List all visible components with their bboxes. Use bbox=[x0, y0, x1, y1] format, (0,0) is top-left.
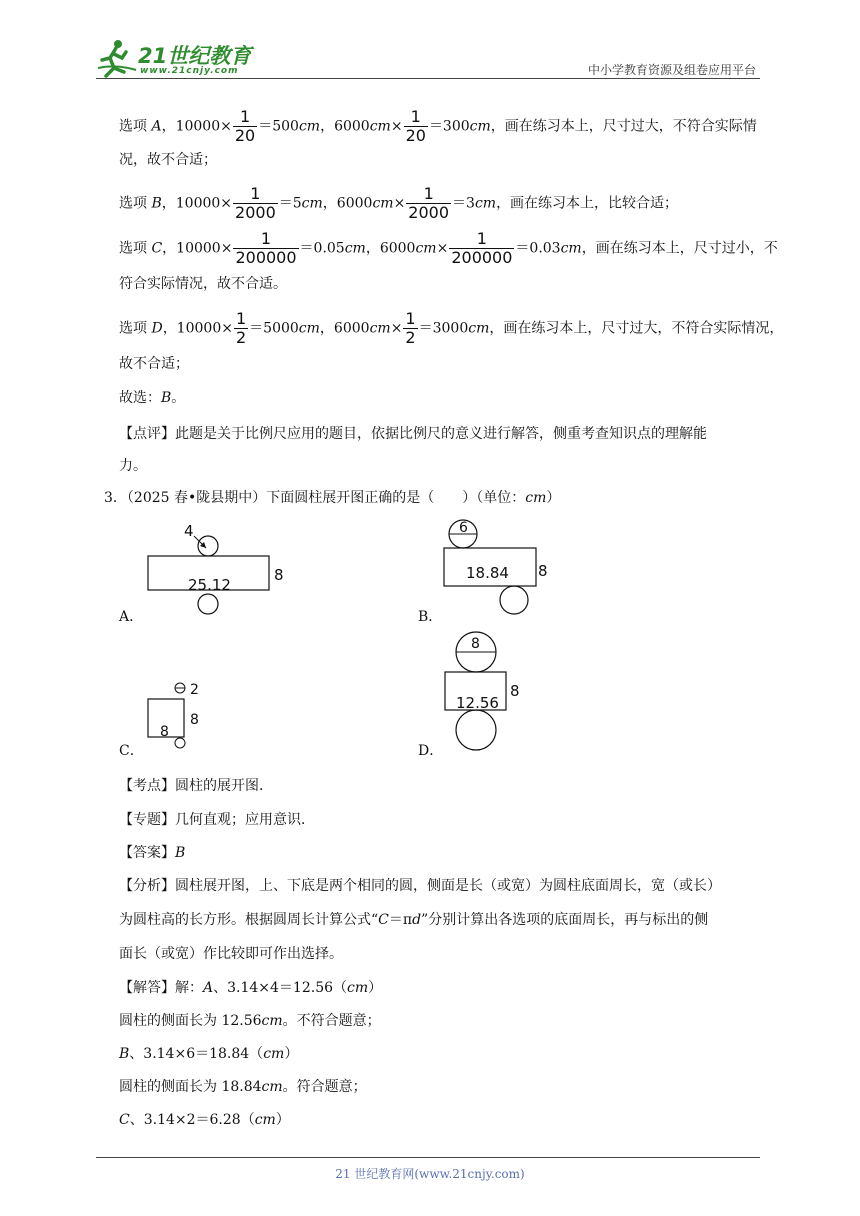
solution-line4: 圆柱的侧面长为 18.84cm。符合题意； bbox=[119, 1079, 367, 1095]
analysis-line2: 为圆柱高的长方形。根据圆周长计算公式“C＝πd”分别计算出各选项的底面周长，再与标出的侧 bbox=[119, 912, 709, 928]
fraction: $\frac{1}{20}$ bbox=[234, 107, 256, 145]
fraction: $\frac{1}{2000}$ bbox=[235, 184, 276, 222]
option-c-rect-label: 8 bbox=[160, 724, 169, 740]
fraction: $\frac{1}{2000}$ bbox=[408, 184, 450, 222]
analysis-line3: 面长（或宽）作比较即可作出选择。 bbox=[119, 946, 343, 962]
comment-line1: 【点评】此题是关于比例尺应用的题目，依据比例尺的意义进行解答，侧重考查知识点的理解能 bbox=[119, 426, 707, 442]
option-d-side-label: 8 bbox=[510, 682, 520, 700]
site-slogan: 中小学教育资源及组卷应用平台 bbox=[587, 63, 756, 77]
option-b-diameter-label: 6 bbox=[459, 520, 468, 536]
option-a-line2: 况，故不合适； bbox=[119, 152, 217, 168]
option-a-side-label: 8 bbox=[274, 566, 284, 584]
answer-line: 【答案】B bbox=[119, 845, 186, 861]
fraction: $\frac{1}{20}$ bbox=[405, 107, 426, 145]
fraction: $\frac{1}{200000}$ bbox=[235, 229, 297, 267]
fraction: $\frac{1}{2}$ bbox=[405, 309, 416, 347]
logo-url: www.21cnjy.com bbox=[140, 66, 239, 76]
option-a-line: 选项 A，10000× $\frac{1}{20}$ ＝500cm，6000cm× $\frac{1}{20}$ ＝300cm，画在练习本上，尺寸过大，不符合实际情 bbox=[119, 107, 757, 145]
option-b-figure bbox=[438, 518, 558, 622]
option-c-line2: 符合实际情况，故不合适。 bbox=[119, 276, 287, 292]
comment-line2: 力。 bbox=[119, 458, 147, 474]
solution-line3: B、3.14×6＝18.84（cm） bbox=[119, 1046, 299, 1062]
option-b-rect-label: 18.84 bbox=[466, 564, 509, 582]
final-choice: 故选：B。 bbox=[119, 390, 186, 406]
footer-divider bbox=[96, 1157, 760, 1158]
site-logo bbox=[96, 38, 266, 80]
solution-line1: 【解答】解：A、3.14×4＝12.56（cm） bbox=[119, 980, 383, 996]
option-d-label: D． bbox=[418, 743, 444, 759]
zhuanti-line: 【专题】几何直观；应用意识． bbox=[119, 812, 315, 828]
fraction: $\frac{1}{200000}$ bbox=[451, 229, 513, 267]
option-b-label: B． bbox=[418, 609, 443, 625]
solution-line2: 圆柱的侧面长为 12.56cm。不符合题意； bbox=[119, 1013, 381, 1029]
option-b-side-label: 8 bbox=[538, 562, 548, 580]
question-3-stem: 3．（2025 春•陇县期中）下面圆柱展开图正确的是（ ）（单位：cm） bbox=[104, 490, 561, 506]
option-c-figure bbox=[140, 678, 220, 752]
option-a-rect-label: 25.12 bbox=[188, 576, 231, 594]
option-a-figure bbox=[140, 520, 290, 616]
option-b-line: 选项 B，10000× $\frac{1}{2000}$ ＝5cm，6000cm× $\frac{1}{2000}$ ＝3cm，画在练习本上，比较合适； bbox=[119, 184, 679, 222]
option-c-diameter-label: 2 bbox=[190, 682, 199, 698]
option-d-rect-label: 12.56 bbox=[456, 694, 499, 712]
option-d-line2: 故不合适； bbox=[119, 356, 189, 372]
option-c-side-label: 8 bbox=[190, 712, 199, 728]
option-d-figure bbox=[440, 630, 540, 752]
option-a-diameter-label: 4 bbox=[184, 522, 194, 540]
analysis-line1: 【分析】圆柱展开图，上、下底是两个相同的圆，侧面是长（或宽）为圆柱底面周长，宽（或长） bbox=[119, 878, 721, 894]
option-d-line: 选项 D，10000× $\frac{1}{2}$ ＝5000cm，6000cm× $\frac{1}{2}$ ＝3000cm，画在练习本上，尺寸过大，不符合实际情况， bbox=[119, 309, 784, 347]
option-a-label: A． bbox=[119, 609, 144, 625]
solution-line5: C、3.14×2＝6.28（cm） bbox=[119, 1112, 290, 1128]
fraction: $\frac{1}{2}$ bbox=[235, 309, 247, 347]
kaodian-line: 【考点】圆柱的展开图． bbox=[119, 778, 273, 794]
header-divider bbox=[96, 78, 760, 79]
option-c-label: C． bbox=[119, 743, 144, 759]
option-c-line: 选项 C，10000× $\frac{1}{200000}$ ＝0.05cm，6000cm× $\frac{1}{200000}$ ＝0.03cm，画在练习本上，尺寸过小，不 bbox=[119, 229, 778, 267]
logo-text: 21世纪教育 bbox=[138, 44, 252, 68]
footer-link[interactable]: 21 世纪教育网(www.21cnjy.com) bbox=[335, 1167, 525, 1181]
option-d-diameter-label: 8 bbox=[471, 636, 480, 652]
